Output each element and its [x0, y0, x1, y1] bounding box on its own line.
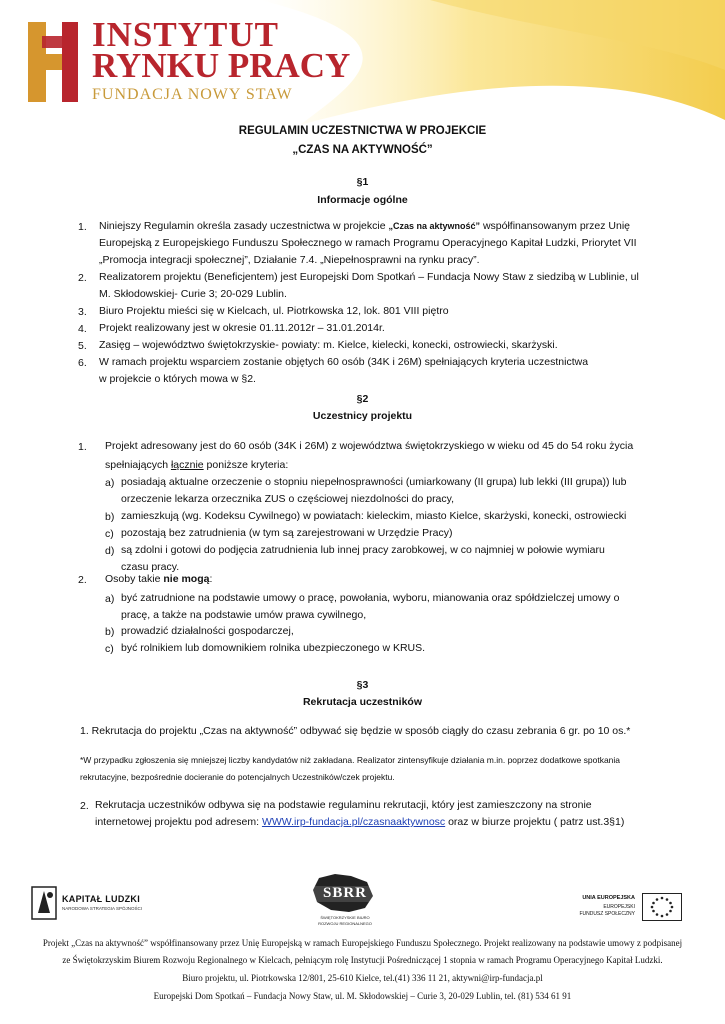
s1-item6-line2: w projekcie o których mowa w §2. [99, 373, 256, 385]
section1-title: Informacje ogólne [317, 194, 408, 206]
sbrr-sub1: ŚWIĘTOKRZYSKIE BIURO [320, 915, 370, 920]
s3-item2-line2: internetowej projektu pod adresem: WWW.irp-fundacja.pl/czasnaaktywnosc oraz w biurze projektu ( patrz ust.3§1) [95, 816, 625, 828]
underlined-word: łącznie [170, 459, 204, 471]
s2-d-line2: czasu pracy. [121, 561, 180, 573]
s2-b: zamieszkują (wg. Kodeksu Cywilnego) w powiatach: kieleckim, miasto Kielce, skarżyski, konecki, ostrowiecki [121, 510, 627, 522]
s3-footnote-line1: *W przypadku zgłoszenia się mniejszej liczby kandydatów niż zakładana. Realizator zintensyfikuje działania m.in. poprzez dodatkowe spotkania [80, 755, 621, 765]
sbrr-text: SBRR [322, 885, 367, 901]
section2-number: §2 [356, 393, 369, 405]
sbrr-sub2: ROZWOJU REGIONALNEGO [318, 921, 372, 926]
logo-emblem [22, 16, 92, 116]
s2-a-line1: posiadają aktualne orzeczenie o stopniu niepełnosprawności (umiarkowany (II grupa) lub lekki (III grupa)) lub [121, 476, 627, 488]
s1-item1-line1: Niniejszy Regulamin określa zasady uczestnictwa w projekcie „Czas na aktywność” współfinansowanym przez Unię [99, 220, 631, 232]
logo-kapital-ludzki [30, 885, 150, 925]
logo-line1: INSTYTUT [92, 15, 279, 54]
ue-line2: EUROPEJSKI [603, 904, 635, 910]
s3-footnote-line2: rekrutacyjne, bezpośrednie docieranie do potencjalnych Uczestników/czek projektu. [80, 772, 395, 782]
project-name: „Czas na aktywność” [388, 221, 481, 231]
list-number: 1. [78, 441, 87, 453]
s1-item5: Zasięg – województwo świętokrzyskie- powiaty: m. Kielce, kielecki, konecki, ostrowiecki, skarżyski. [99, 339, 558, 351]
s1-item2-line1: Realizatorem projektu (Beneficjentem) jest Europejski Dom Spotkań – Fundacja Nowy Staw z siedzibą w Lublinie, ul [99, 271, 639, 283]
s2-2b: prowadzić działalności gospodarczej, [121, 625, 294, 637]
s2-2c: być rolnikiem lub domownikiem rolnika ubezpieczonego w KRUS. [121, 642, 426, 654]
section3-title: Rekrutacja uczestników [302, 696, 423, 708]
list-letter: c) [105, 528, 114, 540]
s1-item1-line3: „Promocja integracji społecznej”, Działanie 7.4. „Niepełnosprawni na rynku pracy”. [99, 254, 480, 266]
list-number: 5. [78, 340, 87, 352]
eu-flag-icon [642, 893, 682, 921]
list-number: 3. [78, 306, 87, 318]
ue-line3: FUNDUSZ SPOŁECZNY [579, 911, 635, 917]
s3-item2-line1: Rekrutacja uczestników odbywa się na podstawie regulaminu rekrutacji, który jest zamieszczony na stronie [95, 799, 592, 811]
list-letter: c) [105, 643, 114, 655]
logo-sbrr [305, 872, 385, 932]
list-letter: a) [105, 477, 115, 489]
list-letter: a) [105, 593, 115, 605]
logo-text [92, 15, 351, 104]
s2-item1-line1: Projekt adresowany jest do 60 osób (34K i 26M) z województwa świętokrzyskiego w wieku od 45 do 54 roku życia [105, 440, 634, 452]
list-number: 2. [78, 574, 87, 586]
doc-title-line2: „CZAS NA AKTYWNOŚĆ” [292, 144, 433, 156]
section1-number: §1 [356, 176, 369, 188]
s2-2a-line2: pracę, a także na podstawie umów prawa cywilnego, [121, 609, 367, 621]
s2-a-line2: orzeczenie lekarza orzecznika ZUS o częściowej niezdolności do pracy, [121, 493, 455, 505]
footer-line4: Europejski Dom Spotkań – Fundacja Nowy Staw, ul. M. Skłodowskiej – Curie 3, 20-029 Lublin, tel. (81) 534 61 91 [153, 991, 572, 1001]
s2-d-line1: są zdolni i gotowi do podjęcia zatrudnienia lub innej pracy zarobkowej, w co najmniej w połowie wymiaru [121, 544, 605, 556]
s1-item1-line2: Europejską z Europejskiego Funduszu Społecznego w ramach Programu Operacyjnego Kapitał Ludzki, Priorytet VII [99, 237, 637, 249]
list-number: 1. [78, 221, 87, 233]
list-number: 2. [78, 272, 87, 284]
s1-item2-line2: M. Skłodowskiej- Curie 3; 20-029 Lublin. [99, 288, 287, 300]
list-number: 4. [78, 323, 87, 335]
kl-subtitle: NARODOWA STRATEGIA SPÓJNOŚCI [62, 906, 143, 911]
footer-line1: Projekt „Czas na aktywność” współfinansowany przez Unię Europejską w ramach Europejskiego Funduszu Społecznego. Projekt realizowany na podstawie umowy z podpisanej [42, 938, 683, 948]
list-letter: d) [105, 545, 115, 557]
footer-line2: ze Świętokrzyskim Biurem Rozwoju Regionalnego w Kielcach, pełniącym rolę Instytucji Pośredniczącej 1 stopnia w ramach Programu Operacyjnego Kapitał Ludzki. [62, 955, 663, 965]
footer-line3: Biuro projektu, ul. Piotrkowska 12/801, 25-610 Kielce, tel.(41) 336 11 21, aktywni@irp-fundacja.pl [182, 973, 543, 983]
s2-c: pozostają bez zatrudnienia (w tym są zarejestrowani w Urzędzie Pracy) [121, 527, 453, 539]
kapital-ludzki-icon [30, 885, 58, 921]
logo-line2: RYNKU PRACY [92, 46, 351, 85]
s2-item1-line2: spełniających łącznie poniższe kryteria: [105, 459, 289, 471]
list-letter: b) [105, 511, 115, 523]
list-letter: b) [105, 626, 115, 638]
logo-line3: FUNDACJA NOWY STAW [92, 86, 293, 103]
header [0, 0, 725, 130]
s2-2a-line1: być zatrudnione na podstawie umowy o pracę, powołania, wyboru, mianowania oraz spółdzielczej umowy o [121, 592, 620, 604]
section3-number: §3 [356, 679, 369, 691]
s2-item2: Osoby takie nie mogą: [105, 573, 213, 585]
project-website-link[interactable]: WWW.irp-fundacja.pl/czasnaaktywnosc [261, 816, 446, 828]
ue-line1: UNIA EUROPEJSKA [582, 895, 635, 901]
s1-item4: Projekt realizowany jest w okresie 01.11.2012r – 31.01.2014r. [99, 322, 385, 334]
s1-item3: Biuro Projektu mieści się w Kielcach, ul. Piotrkowska 12, lok. 801 VIII piętro [99, 305, 449, 317]
s3-item1: 1. Rekrutacja do projektu „Czas na aktywność” odbywać się będzie w sposób ciągły do czasu zebrania 6 gr. po 10 os.* [80, 725, 631, 737]
s1-item6-line1: W ramach projektu wsparciem zostanie objętych 60 osób (34K i 26M) spełniających kryteria uczestnictwa [99, 356, 589, 368]
list-number: 2. [80, 800, 89, 812]
section2-title: Uczestnicy projektu [312, 410, 413, 422]
list-number: 6. [78, 357, 87, 369]
doc-title-line1: REGULAMIN UCZESTNICTWA W PROJEKCIE [238, 125, 487, 137]
kl-title: KAPITAŁ LUDZKI [62, 894, 141, 904]
logo-ue-efs [565, 893, 685, 929]
